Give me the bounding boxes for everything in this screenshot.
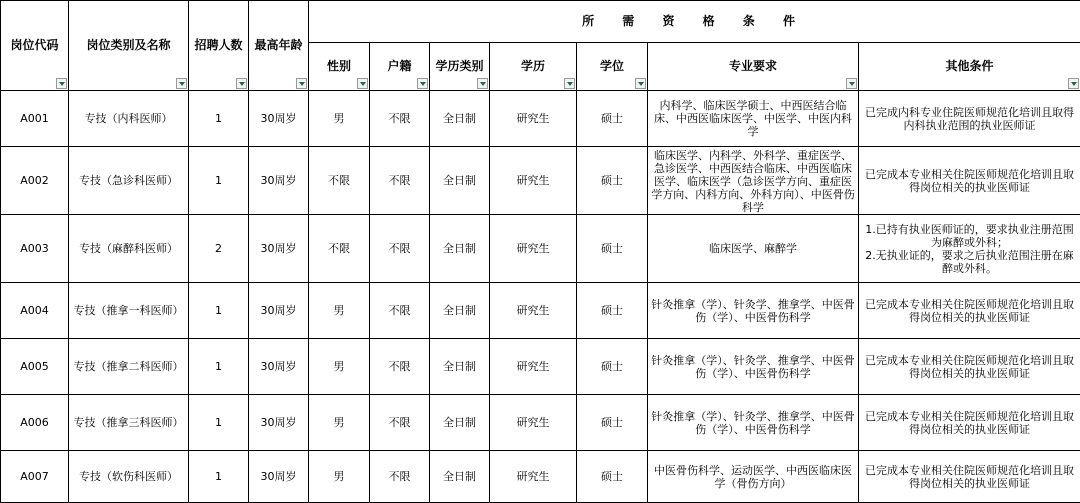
cell-code[interactable] <box>1 339 69 395</box>
cell-age-text: 30周岁 <box>251 416 306 429</box>
header-education[interactable]: 学历 <box>490 43 577 91</box>
cell-education[interactable] <box>490 339 577 395</box>
filter-dropdown-icon[interactable] <box>417 78 428 89</box>
cell-gender[interactable] <box>309 215 370 283</box>
cell-other[interactable] <box>859 283 1080 339</box>
cell-other-text: 已完成本专业相关住院医师规范化培训且取得岗位相关的执业医师证 <box>861 298 1078 324</box>
cell-education[interactable] <box>490 215 577 283</box>
cell-major[interactable] <box>648 215 859 283</box>
cell-hukou[interactable] <box>370 451 430 503</box>
cell-major[interactable] <box>648 283 859 339</box>
filter-dropdown-icon[interactable] <box>296 78 307 89</box>
cell-other[interactable] <box>859 395 1080 451</box>
cell-degree[interactable] <box>577 339 648 395</box>
cell-major[interactable] <box>648 451 859 503</box>
cell-age-text: 30周岁 <box>251 112 306 125</box>
cell-degree[interactable] <box>577 147 648 215</box>
header-max-age[interactable]: 最高年龄 <box>249 1 309 91</box>
cell-num[interactable] <box>189 147 249 215</box>
filter-dropdown-icon[interactable] <box>1068 78 1079 89</box>
cell-other[interactable] <box>859 451 1080 503</box>
cell-hukou[interactable] <box>370 395 430 451</box>
cell-name-text: 专技（推拿二科医师） <box>71 360 186 373</box>
cell-name[interactable] <box>69 147 189 215</box>
cell-code[interactable] <box>1 215 69 283</box>
cell-edu-type-text: 全日制 <box>432 174 487 187</box>
cell-age[interactable] <box>249 339 309 395</box>
cell-name[interactable] <box>69 395 189 451</box>
cell-other-text: 已完成本专业相关住院医师规范化培训且取得岗位相关的执业医师证 <box>861 464 1078 490</box>
cell-name[interactable] <box>69 91 189 147</box>
header-gender[interactable]: 性别 <box>309 43 370 91</box>
filter-dropdown-icon[interactable] <box>846 78 857 89</box>
cell-gender[interactable] <box>309 147 370 215</box>
cell-education-text: 研究生 <box>492 174 574 187</box>
cell-name[interactable] <box>69 283 189 339</box>
cell-education-text: 研究生 <box>492 416 574 429</box>
cell-code[interactable] <box>1 283 69 339</box>
table-row <box>1 283 1080 339</box>
cell-num[interactable] <box>189 215 249 283</box>
filter-dropdown-icon[interactable] <box>564 78 575 89</box>
cell-hukou-text: 不限 <box>372 360 427 373</box>
cell-major[interactable] <box>648 91 859 147</box>
cell-degree[interactable] <box>577 91 648 147</box>
cell-major-text: 内科学、临床医学硕士、中西医结合临床、中西医临床医学、中医学、中医内科学 <box>650 99 856 138</box>
cell-hukou-text: 不限 <box>372 242 427 255</box>
cell-hukou-text: 不限 <box>372 174 427 187</box>
cell-gender[interactable] <box>309 451 370 503</box>
cell-gender-text: 不限 <box>311 242 367 255</box>
header-qualification-group: 所 需 资 格 条 件 <box>309 1 1080 43</box>
cell-name-text: 专技（内科医师） <box>71 112 186 125</box>
cell-age-text: 30周岁 <box>251 174 306 187</box>
cell-degree-text: 硕士 <box>579 112 645 125</box>
cell-education-text: 研究生 <box>492 304 574 317</box>
cell-other-text: 1.已持有执业医师证的，要求执业注册范围为麻醉或外科； 2.无执业证的，要求之后执业范围注册在麻醉或外科。 <box>861 223 1078 275</box>
cell-code-text: A005 <box>3 360 66 373</box>
cell-education[interactable] <box>490 395 577 451</box>
table-row <box>1 339 1080 395</box>
cell-degree-text: 硕士 <box>579 416 645 429</box>
cell-code-text: A004 <box>3 304 66 317</box>
cell-num[interactable] <box>189 395 249 451</box>
table-row <box>1 147 1080 215</box>
table-row <box>1 451 1080 503</box>
cell-age[interactable] <box>249 91 309 147</box>
cell-code-text: A007 <box>3 470 66 483</box>
table-row <box>1 395 1080 451</box>
cell-code[interactable] <box>1 451 69 503</box>
cell-hukou[interactable] <box>370 91 430 147</box>
cell-edu-type-text: 全日制 <box>432 112 487 125</box>
cell-name-text: 专技（急诊科医师） <box>71 174 186 187</box>
filter-dropdown-icon[interactable] <box>357 78 368 89</box>
filter-dropdown-icon[interactable] <box>176 78 187 89</box>
cell-age-text: 30周岁 <box>251 470 306 483</box>
cell-name[interactable] <box>69 215 189 283</box>
cell-age[interactable] <box>249 283 309 339</box>
cell-major-text: 针灸推拿（学）、针灸学、推拿学、中医骨伤（学）、中医骨伤科学 <box>650 298 856 324</box>
cell-degree[interactable] <box>577 395 648 451</box>
cell-edu-type[interactable] <box>430 451 490 503</box>
header-degree[interactable]: 学位 <box>577 43 648 91</box>
cell-gender-text: 男 <box>311 360 367 373</box>
cell-num-text: 1 <box>191 470 246 483</box>
cell-code-text: A002 <box>3 174 66 187</box>
cell-code[interactable] <box>1 91 69 147</box>
cell-other[interactable] <box>859 215 1080 283</box>
filter-dropdown-icon[interactable] <box>236 78 247 89</box>
cell-major[interactable] <box>648 395 859 451</box>
filter-dropdown-icon[interactable] <box>56 78 67 89</box>
cell-hukou[interactable] <box>370 147 430 215</box>
cell-education[interactable] <box>490 91 577 147</box>
cell-gender[interactable] <box>309 395 370 451</box>
cell-degree-text: 硕士 <box>579 470 645 483</box>
cell-num-text: 1 <box>191 174 246 187</box>
cell-degree-text: 硕士 <box>579 360 645 373</box>
cell-education[interactable] <box>490 283 577 339</box>
cell-code-text: A006 <box>3 416 66 429</box>
table-row <box>1 91 1080 147</box>
cell-other-text: 已完成本专业相关住院医师规范化培训且取得岗位相关的执业医师证 <box>861 354 1078 380</box>
cell-edu-type[interactable] <box>430 215 490 283</box>
cell-gender[interactable] <box>309 91 370 147</box>
cell-name[interactable] <box>69 451 189 503</box>
cell-hukou-text: 不限 <box>372 470 427 483</box>
cell-other-text: 已完成本专业相关住院医师规范化培训且取得岗位相关的执业医师证 <box>861 410 1078 436</box>
table-row <box>1 215 1080 283</box>
cell-num[interactable] <box>189 451 249 503</box>
cell-code[interactable] <box>1 147 69 215</box>
cell-degree[interactable] <box>577 451 648 503</box>
cell-hukou-text: 不限 <box>372 416 427 429</box>
header-post-name[interactable]: 岗位类别及名称 <box>69 1 189 91</box>
cell-edu-type-text: 全日制 <box>432 470 487 483</box>
cell-degree-text: 硕士 <box>579 174 645 187</box>
cell-other[interactable] <box>859 91 1080 147</box>
header-major[interactable]: 专业要求 <box>648 43 859 91</box>
cell-gender-text: 男 <box>311 112 367 125</box>
cell-hukou-text: 不限 <box>372 112 427 125</box>
cell-major-text: 中医骨伤科学、运动医学、中西医临床医学（骨伤方向） <box>650 464 856 490</box>
cell-num[interactable] <box>189 91 249 147</box>
cell-edu-type-text: 全日制 <box>432 304 487 317</box>
cell-gender-text: 不限 <box>311 174 367 187</box>
cell-education-text: 研究生 <box>492 112 574 125</box>
cell-name-text: 专技（软伤科医师） <box>71 470 186 483</box>
cell-num-text: 1 <box>191 360 246 373</box>
cell-gender[interactable] <box>309 283 370 339</box>
cell-num-text: 1 <box>191 112 246 125</box>
cell-code-text: A001 <box>3 112 66 125</box>
cell-other-text: 已完成本专业相关住院医师规范化培训且取得岗位相关的执业医师证 <box>861 168 1078 194</box>
cell-gender-text: 男 <box>311 304 367 317</box>
cell-age[interactable] <box>249 451 309 503</box>
cell-num[interactable] <box>189 339 249 395</box>
cell-edu-type-text: 全日制 <box>432 242 487 255</box>
cell-edu-type[interactable] <box>430 283 490 339</box>
cell-age[interactable] <box>249 147 309 215</box>
cell-name-text: 专技（推拿三科医师） <box>71 416 186 429</box>
cell-major-text: 临床医学、内科学、外科学、重症医学、急诊医学、中西医结合临床、中西医临床医学、临床医学（急诊医学方向、重症医学方向、内科方向、外科方向）、中医骨伤科学 <box>650 149 856 213</box>
header-post-code[interactable]: 岗位代码 <box>1 1 69 91</box>
cell-other[interactable] <box>859 339 1080 395</box>
cell-major-text: 针灸推拿（学）、针灸学、推拿学、中医骨伤（学）、中医骨伤科学 <box>650 354 856 380</box>
cell-degree-text: 硕士 <box>579 242 645 255</box>
cell-education-text: 研究生 <box>492 470 574 483</box>
cell-education[interactable] <box>490 451 577 503</box>
cell-num-text: 1 <box>191 416 246 429</box>
cell-education-text: 研究生 <box>492 242 574 255</box>
header-edu-type[interactable]: 学历类别 <box>430 43 490 91</box>
cell-code-text: A003 <box>3 242 66 255</box>
filter-dropdown-icon[interactable] <box>477 78 488 89</box>
cell-age[interactable] <box>249 395 309 451</box>
cell-edu-type[interactable] <box>430 147 490 215</box>
cell-gender-text: 男 <box>311 416 367 429</box>
cell-name-text: 专技（麻醉科医师） <box>71 242 186 255</box>
cell-degree[interactable] <box>577 215 648 283</box>
cell-num-text: 2 <box>191 242 246 255</box>
cell-hukou[interactable] <box>370 339 430 395</box>
cell-name[interactable] <box>69 339 189 395</box>
cell-gender[interactable] <box>309 339 370 395</box>
cell-major[interactable] <box>648 339 859 395</box>
cell-num[interactable] <box>189 283 249 339</box>
cell-code[interactable] <box>1 395 69 451</box>
cell-age[interactable] <box>249 215 309 283</box>
header-hukou[interactable]: 户籍 <box>370 43 430 91</box>
cell-hukou-text: 不限 <box>372 304 427 317</box>
cell-major[interactable] <box>648 147 859 215</box>
cell-age-text: 30周岁 <box>251 360 306 373</box>
cell-edu-type[interactable] <box>430 91 490 147</box>
cell-age-text: 30周岁 <box>251 304 306 317</box>
cell-gender-text: 男 <box>311 470 367 483</box>
cell-major-text: 临床医学、麻醉学 <box>650 242 856 255</box>
header-recruit-num[interactable]: 招聘人数 <box>189 1 249 91</box>
cell-edu-type[interactable] <box>430 395 490 451</box>
cell-edu-type[interactable] <box>430 339 490 395</box>
cell-edu-type-text: 全日制 <box>432 416 487 429</box>
filter-dropdown-icon[interactable] <box>635 78 646 89</box>
cell-other-text: 已完成内科专业住院医师规范化培训且取得内科执业范围的执业医师证 <box>861 106 1078 132</box>
cell-hukou[interactable] <box>370 283 430 339</box>
cell-edu-type-text: 全日制 <box>432 360 487 373</box>
cell-education[interactable] <box>490 147 577 215</box>
cell-hukou[interactable] <box>370 215 430 283</box>
cell-education-text: 研究生 <box>492 360 574 373</box>
cell-other[interactable] <box>859 147 1080 215</box>
header-other[interactable]: 其他条件 <box>859 43 1080 91</box>
cell-name-text: 专技（推拿一科医师） <box>71 304 186 317</box>
cell-age-text: 30周岁 <box>251 242 306 255</box>
cell-major-text: 针灸推拿（学）、针灸学、推拿学、中医骨伤（学）、中医骨伤科学 <box>650 410 856 436</box>
cell-num-text: 1 <box>191 304 246 317</box>
cell-degree[interactable] <box>577 283 648 339</box>
cell-degree-text: 硕士 <box>579 304 645 317</box>
